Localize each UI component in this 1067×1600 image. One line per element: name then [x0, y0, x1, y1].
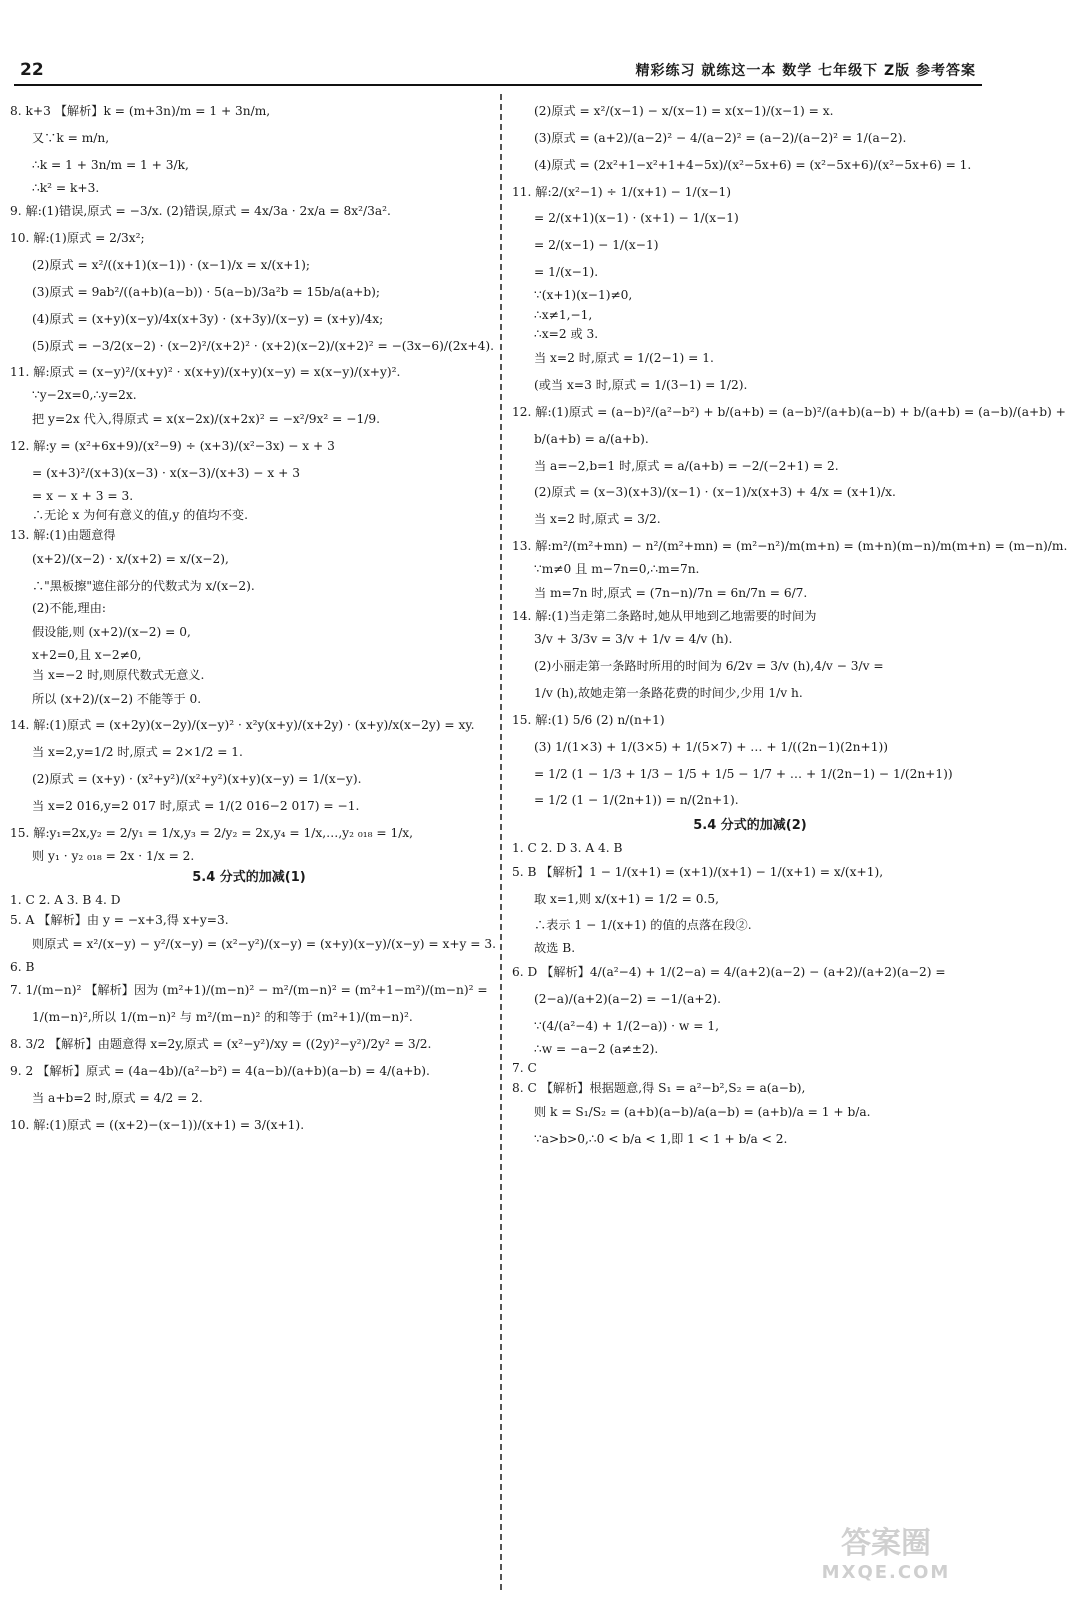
answer-line: 5. B 【解析】1 − 1/(x+1) = (x+1)/(x+1) − 1/(x+1) = x/(x+1), — [512, 864, 884, 879]
answer-line: ∵a>b>0,∴0 < b/a < 1,即 1 < 1 + b/a < 2. — [534, 1131, 788, 1146]
answer-line: 1/v (h),故她走第一条路花费的时间少,少用 1/v h. — [534, 686, 803, 701]
answer-line: ∴w = −a−2 (a≠±2). — [534, 1041, 659, 1056]
section-heading: 5.4 分式的加减(2) — [693, 818, 807, 834]
answer-line: 7. 1/(m−n)² 【解析】因为 (m²+1)/(m−n)² − m²/(m−n)² = (m²+1−m²)/(m−n)² = — [10, 983, 488, 998]
answer-line: 当 x=−2 时,则原代数式无意义. — [32, 667, 205, 682]
answer-line: 10. 解:(1)原式 = 2/3x²; — [10, 231, 145, 246]
answer-line: 则 k = S₁/S₂ = (a+b)(a−b)/a(a−b) = (a+b)/a = 1 + b/a. — [534, 1104, 871, 1119]
answer-line: = 1/2 (1 − 1/3 + 1/3 − 1/5 + 1/5 − 1/7 + … + 1/(2n−1) − 1/(2n+1)) — [534, 766, 953, 781]
answer-line: 1/(m−n)²,所以 1/(m−n)² 与 m²/(m−n)² 的和等于 (m²+1)/(m−n)². — [32, 1010, 413, 1025]
answer-line: 10. 解:(1)原式 = ((x+2)−(x−1))/(x+1) = 3/(x+1). — [10, 1117, 305, 1132]
answer-line: 11. 解:2/(x²−1) ÷ 1/(x+1) − 1/(x−1) — [512, 184, 731, 199]
answer-line: (或当 x=3 时,原式 = 1/(3−1) = 1/2). — [534, 378, 748, 393]
answer-line: 5. A 【解析】由 y = −x+3,得 x+y=3. — [10, 912, 229, 927]
answer-line: (2)原式 = x²/(x−1) − x/(x−1) = x(x−1)/(x−1) = x. — [534, 104, 834, 118]
answer-line: 假设能,则 (x+2)/(x−2) = 0, — [32, 625, 191, 640]
watermark-logo — [806, 1518, 966, 1583]
answer-line: (4)原式 = (2x²+1−x²+1+4−5x)/(x²−5x+6) = (x²−5x+6)/(x²−5x+6) = 1. — [534, 157, 972, 172]
answer-line: 当 x=2 时,原式 = 1/(2−1) = 1. — [534, 351, 714, 366]
answer-line: ∴k² = k+3. — [32, 180, 100, 195]
watermark-sub: MXQE.COM — [821, 1562, 951, 1583]
answer-line: 把 y=2x 代入,得原式 = x(x−2x)/(x+2x)² = −x²/9x² = −1/9. — [32, 411, 380, 426]
answer-line: = 2/(x−1) − 1/(x−1) — [534, 238, 659, 253]
answer-line: ∴x=2 或 3. — [534, 327, 599, 342]
answer-line: ∵m≠0 且 m−7n=0,∴m=7n. — [534, 561, 700, 576]
answer-line: 当 x=2 时,原式 = 3/2. — [534, 512, 661, 527]
answer-line: (4)原式 = (x+y)(x−y)/4x(x+3y) · (x+3y)/(x−y) = (x+y)/4x; — [32, 311, 384, 326]
answer-line: 当 a+b=2 时,原式 = 4/2 = 2. — [32, 1090, 203, 1105]
answer-line: 6. D 【解析】4/(a²−4) + 1/(2−a) = 4/(a+2)(a−2) − (a+2)/(a+2)(a−2) = — [512, 964, 946, 979]
answer-line: 1. C 2. D 3. A 4. B — [512, 840, 623, 855]
column-divider — [500, 94, 502, 1590]
answer-line: 则原式 = x²/(x−y) − y²/(x−y) = (x²−y²)/(x−y) = (x+y)(x−y)/(x−y) = x+y = 3. — [32, 936, 497, 951]
answer-line: (x+2)/(x−2) · x/(x+2) = x/(x−2), — [32, 551, 229, 566]
answer-line: 故选 B. — [534, 941, 576, 956]
header-rule — [14, 84, 982, 86]
answer-line: 15. 解:(1) 5/6 (2) n/(n+1) — [512, 712, 665, 727]
answer-line: ∴k = 1 + 3n/m = 1 + 3/k, — [32, 157, 189, 172]
answer-line: 9. 2 【解析】原式 = (4a−4b)/(a²−b²) = 4(a−b)/(a+b)(a−b) = 4/(a+b). — [10, 1063, 430, 1078]
answer-line: 取 x=1,则 x/(x+1) = 1/2 = 0.5, — [534, 891, 719, 906]
answer-line: 7. C — [512, 1061, 537, 1076]
answer-line: 又∵k = m/n, — [32, 130, 110, 145]
answer-line: 则 y₁ · y₂ ₀₁₈ = 2x · 1/x = 2. — [32, 848, 195, 863]
answer-line: (2)不能,理由: — [32, 601, 106, 616]
right-column — [512, 98, 1067, 1153]
answer-line: ∴"黑板擦"遮住部分的代数式为 x/(x−2). — [32, 578, 255, 593]
answer-line: b/(a+b) = a/(a+b). — [534, 431, 649, 446]
page-number: 22 — [20, 60, 44, 80]
answer-line: ∴x≠1,−1, — [534, 307, 593, 322]
left-column — [10, 98, 497, 1138]
answer-line: 11. 解:原式 = (x−y)²/(x+y)² · x(x+y)/(x+y)(x−y) = x(x−y)/(x+y)². — [10, 365, 401, 380]
answer-line: ∴表示 1 − 1/(x+1) 的值的点落在段②. — [534, 918, 752, 933]
answer-line: = (x+3)²/(x+3)(x−3) · x(x−3)/(x+3) − x + 3 — [32, 465, 300, 480]
answer-line: 9. 解:(1)错误,原式 = −3/x. (2)错误,原式 = 4x/3a · 2x/a = 8x²/3a². — [10, 204, 391, 219]
answer-line: ∴无论 x 为何有意义的值,y 的值均不变. — [32, 508, 248, 523]
answer-line: 14. 解:(1)当走第二条路时,她从甲地到乙地需要的时间为 — [512, 608, 817, 623]
answer-line: 8. 3/2 【解析】由题意得 x=2y,原式 = (x²−y²)/xy = ((2y)²−y²)/2y² = 3/2. — [10, 1036, 432, 1051]
answer-line: 3/v + 3/3v = 3/v + 1/v = 4/v (h). — [534, 632, 733, 647]
answer-line: = 2/(x+1)(x−1) · (x+1) − 1/(x−1) — [534, 211, 739, 226]
answer-line: = x − x + 3 = 3. — [32, 488, 134, 503]
answer-line: 当 x=2,y=1/2 时,原式 = 2×1/2 = 1. — [32, 745, 243, 760]
answer-line: 8. k+3 【解析】k = (m+3n)/m = 1 + 3n/m, — [10, 104, 271, 118]
answer-line: 当 a=−2,b=1 时,原式 = a/(a+b) = −2/(−2+1) = 2. — [534, 458, 839, 473]
answer-line: 8. C 【解析】根据题意,得 S₁ = a²−b²,S₂ = a(a−b), — [512, 1081, 806, 1096]
answer-line: 15. 解:y₁=2x,y₂ = 2/y₁ = 1/x,y₃ = 2/y₂ = 2x,y₄ = 1/x,…,y₂ ₀₁₈ = 1/x, — [10, 825, 414, 840]
answer-line: (5)原式 = −3/2(x−2) · (x−2)²/(x+2)² · (x+2)(x−2)/(x+2)² = −(3x−6)/(2x+4). — [32, 338, 494, 353]
answer-line: 14. 解:(1)原式 = (x+2y)(x−2y)/(x−y)² · x²y(x+y)/(x+2y) · (x+y)/x(x−2y) = xy. — [10, 718, 475, 733]
running-title: 精彩练习 就练这一本 数学 七年级下 Z版 参考答案 — [635, 63, 976, 79]
answer-line: (3) 1/(1×3) + 1/(3×5) + 1/(5×7) + … + 1/((2n−1)(2n+1)) — [534, 739, 888, 754]
answer-line: 13. 解:m²/(m²+mn) − n²/(m²+mn) = (m²−n²)/m(m+n) = (m+n)(m−n)/m(m+n) = (m−n)/m. — [512, 539, 1067, 554]
watermark-main: 答案圈 — [841, 1526, 931, 1561]
section-heading: 5.4 分式的加减(1) — [192, 870, 306, 886]
answer-line: x+2=0,且 x−2≠0, — [32, 648, 142, 663]
answer-line: ∵y−2x=0,∴y=2x. — [32, 388, 137, 403]
answer-line: 当 m=7n 时,原式 = (7n−n)/7n = 6n/7n = 6/7. — [534, 585, 808, 600]
answer-line: (3)原式 = 9ab²/((a+b)(a−b)) · 5(a−b)/3a²b = 15b/a(a+b); — [32, 284, 381, 299]
answer-line: 所以 (x+2)/(x−2) 不能等于 0. — [32, 691, 202, 706]
answer-line: ∵(x+1)(x−1)≠0, — [534, 287, 633, 302]
answer-line: (2)小丽走第一条路时所用的时间为 6/2v = 3/v (h),4/v − 3/v = — [534, 659, 884, 674]
answer-line: (2)原式 = x²/((x+1)(x−1)) · (x−1)/x = x/(x+1); — [32, 257, 311, 272]
answer-line: 1. C 2. A 3. B 4. D — [10, 893, 121, 908]
answer-line: ∵(4/(a²−4) + 1/(2−a)) · w = 1, — [534, 1018, 719, 1033]
answer-line: (2)原式 = (x−3)(x+3)/(x−1) · (x−1)/x(x+3) + 4/x = (x+1)/x. — [534, 485, 896, 500]
answer-line: 12. 解:y = (x²+6x+9)/(x²−9) ÷ (x+3)/(x²−3x) − x + 3 — [10, 438, 335, 453]
answer-line: 12. 解:(1)原式 = (a−b)²/(a²−b²) + b/(a+b) = (a−b)²/(a+b)(a−b) + b/(a+b) = (a−b)/(a+b) + — [512, 404, 1066, 419]
answer-line: = 1/2 (1 − 1/(2n+1)) = n/(2n+1). — [534, 793, 739, 808]
answer-line: 当 x=2 016,y=2 017 时,原式 = 1/(2 016−2 017) = −1. — [32, 799, 360, 813]
page-header — [0, 0, 996, 86]
answer-line: 6. B — [10, 959, 35, 974]
answer-line: = 1/(x−1). — [534, 265, 599, 280]
answer-line: (2−a)/(a+2)(a−2) = −1/(a+2). — [534, 991, 721, 1006]
answer-line: (2)原式 = (x+y) · (x²+y²)/(x²+y²)(x+y)(x−y) = 1/(x−y). — [32, 772, 362, 787]
answer-line: (3)原式 = (a+2)/(a−2)² − 4/(a−2)² = (a−2)/(a−2)² = 1/(a−2). — [534, 130, 907, 145]
answer-line: 13. 解:(1)由题意得 — [10, 528, 116, 543]
